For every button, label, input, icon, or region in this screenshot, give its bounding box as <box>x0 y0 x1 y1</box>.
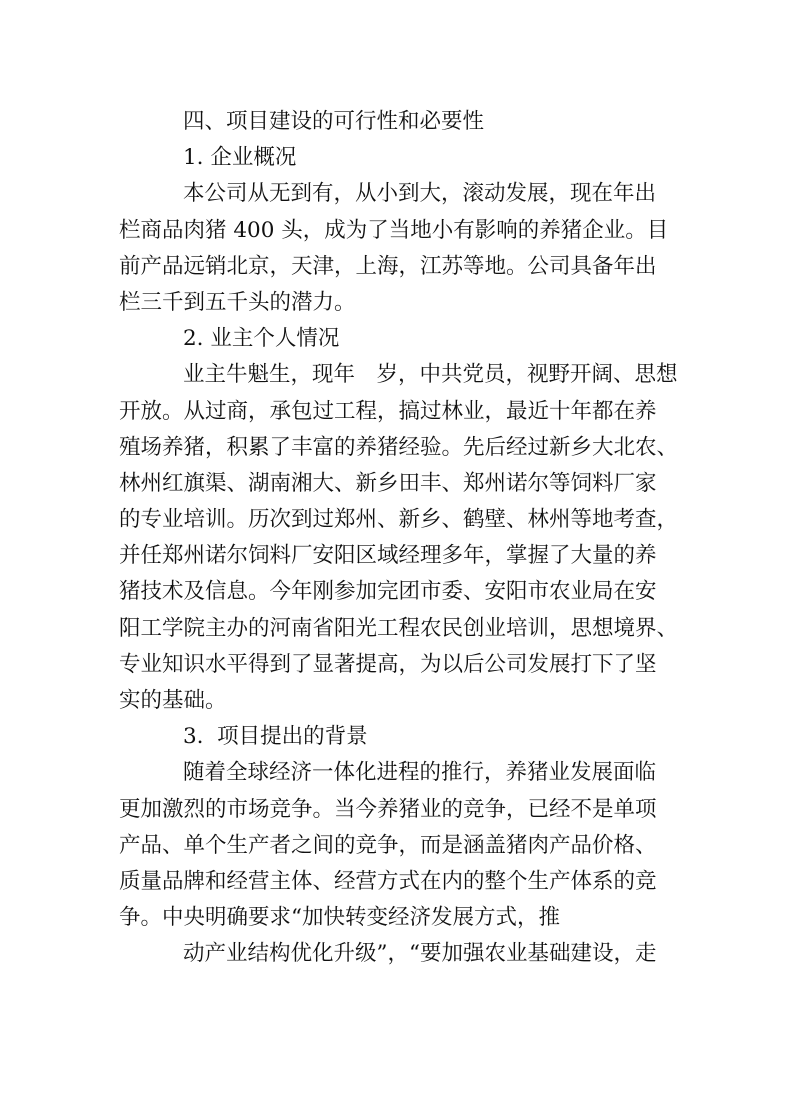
paragraph-line: 殖场养猪，积累了丰富的养猪经验。先后经过新乡大北农、 <box>119 434 679 460</box>
paragraph-line: 更加激烈的市场竞争。当今养猪业的竞争，已经不是单项 <box>119 796 657 822</box>
paragraph-line: 的专业培训。历次到过郑州、新乡、鹤壁、林州等地考查， <box>119 507 679 533</box>
subheading-owner-profile: 2. 业主个人情况 <box>183 326 340 352</box>
paragraph-line: 林州红旗渠、湖南湘大、新乡田丰、郑州诺尔等饲料厂家 <box>119 470 657 496</box>
document-page <box>119 104 679 973</box>
section-heading: 四、项目建设的可行性和必要性 <box>183 109 485 134</box>
paragraph-line: 动产业结构优化升级”，“要加强农业基础建设，走 <box>183 941 657 967</box>
paragraph-line: 本公司从无到有，从小到大，滚动发展，现在年出 <box>183 181 657 207</box>
paragraph-line: 专业知识水平得到了显著提高，为以后公司发展打下了坚 <box>119 651 657 677</box>
paragraph-line: 前产品远销北京，天津，上海，江苏等地。公司具备年出 <box>119 253 657 279</box>
paragraph-line: 开放。从过商，承包过工程，搞过林业，最近十年都在养 <box>119 398 657 424</box>
subheading-enterprise-overview: 1. 企业概况 <box>183 145 297 171</box>
paragraph-line: 争。中央明确要求“加快转变经济发展方式，推 <box>119 905 560 931</box>
subheading-project-background: 3. 项目提出的背景 <box>183 724 368 750</box>
paragraph-line: 栏三千到五千头的潜力。 <box>119 289 356 315</box>
paragraph-line: 实的基础。 <box>119 688 227 713</box>
paragraph-line: 随着全球经济一体化进程的推行，养猪业发展面临 <box>183 760 657 786</box>
paragraph-line: 并任郑州诺尔饲料厂安阳区域经理多年，掌握了大量的养 <box>119 543 657 569</box>
paragraph-line: 质量品牌和经营主体、经营方式在内的整个生产体系的竞 <box>119 868 657 894</box>
paragraph-line: 业主牛魁生，现年 岁，中共党员，视野开阔、思想 <box>183 362 678 388</box>
paragraph-line: 栏商品肉猪 400 头，成为了当地小有影响的养猪企业。目 <box>119 217 669 243</box>
paragraph-line: 阳工学院主办的河南省阳光工程农民创业培训，思想境界、 <box>119 615 679 641</box>
paragraph-line: 猪技术及信息。今年刚参加完团市委、安阳市农业局在安 <box>119 579 657 605</box>
paragraph-line: 产品、单个生产者之间的竞争，而是涵盖猪肉产品价格、 <box>119 832 657 858</box>
